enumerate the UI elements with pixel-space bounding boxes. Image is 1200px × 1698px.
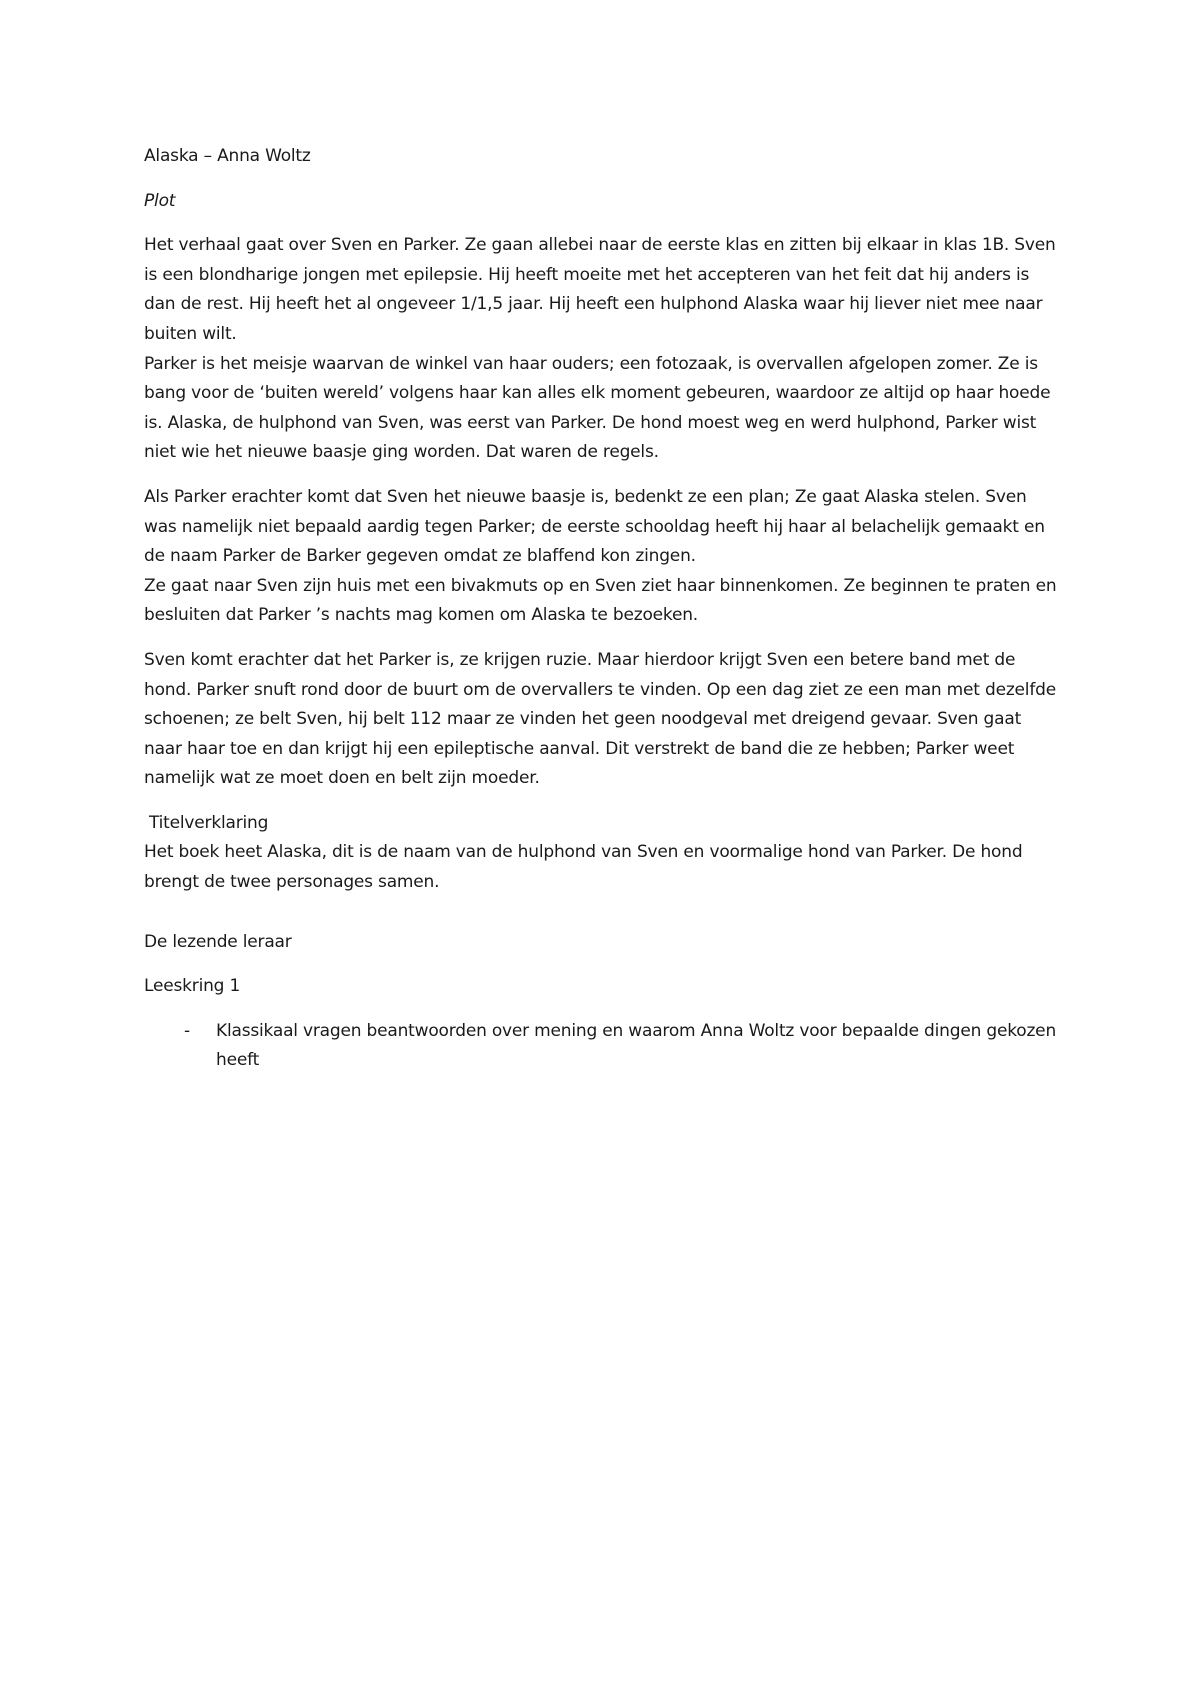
list-dash: - <box>184 1020 190 1041</box>
document-body <box>144 142 1064 1076</box>
plot-heading: Plot <box>144 190 176 211</box>
list-item-text: Klassikaal vragen beantwoorden over mening en waarom Anna Woltz voor bepaalde dingen gekozen heeft <box>216 1020 1057 1071</box>
plot-paragraph-3: Sven komt erachter dat het Parker is, ze krijgen ruzie. Maar hierdoor krijgt Sven een betere band met de hond. Parker snuft rond door de buurt om de overvallers te vinden. Op een dag ziet ze een man met dezelfde schoenen; ze belt Sven, hij belt 112 maar ze vinden het geen noodgeval met dreigend gevaar. Sven gaat naar haar toe en dan krijgt hij een epileptische aanval. Dit verstrekt de band die ze hebben; Parker weet namelijk wat ze moet doen en belt zijn moeder. <box>144 649 1056 789</box>
plot-paragraph-2a: Als Parker erachter komt dat Sven het nieuwe baasje is, bedenkt ze een plan; Ze gaat Alaska stelen. Sven was namelijk niet bepaald aardig tegen Parker; de eerste schooldag heeft hij haar al belachelijk gemaakt en de naam Parker de Barker gegeven omdat ze blaffend kon zingen. <box>144 486 1045 567</box>
leeskring-list <box>144 1017 1064 1076</box>
titelverklaring-text: Het boek heet Alaska, dit is de naam van de hulphond van Sven en voormalige hond van Parker. De hond brengt de twee personages samen. <box>144 842 1023 893</box>
plot-paragraph-2b: Ze gaat naar Sven zijn huis met een bivakmuts op en Sven ziet haar binnenkomen. Ze beginnen te praten en besluiten dat Parker ’s nachts mag komen om Alaska te bezoeken. <box>144 575 1057 626</box>
list-item <box>144 1017 1064 1076</box>
leeskring-heading: Leeskring 1 <box>144 976 241 997</box>
teacher-heading: De lezende leraar <box>144 931 292 952</box>
plot-paragraph-1a: Het verhaal gaat over Sven en Parker. Ze gaan allebei naar de eerste klas en zitten bij elkaar in klas 1B. Sven is een blondharige jongen met epilepsie. Hij heeft moeite met het accepteren van het feit dat hij anders is dan de rest. Hij heeft het al ongeveer 1/1,5 jaar. Hij heeft een hulphond Alaska waar hij liever niet mee naar buiten wilt. <box>144 235 1056 344</box>
section-spacer <box>144 898 1064 928</box>
titelverklaring-heading: Titelverklaring <box>149 812 269 833</box>
plot-paragraph-1b: Parker is het meisje waarvan de winkel van haar ouders; een fotozaak, is overvallen afgelopen zomer. Ze is bang voor de ‘buiten wereld’ volgens haar kan alles elk moment gebeuren, waardoor ze altijd op haar hoede is. Alaska, de hulphond van Sven, was eerst van Parker. De hond moest weg en werd hulphond, Parker wist niet wie het nieuwe baasje ging worden. Dat waren de regels. <box>144 353 1051 463</box>
document-title: Alaska – Anna Woltz <box>144 146 311 166</box>
